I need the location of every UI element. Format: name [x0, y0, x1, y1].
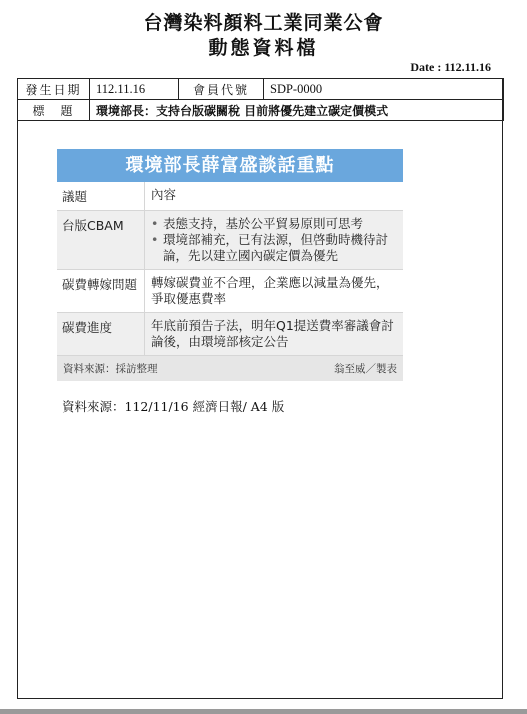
document-type-title: 動態資料檔: [208, 37, 319, 59]
column-header-topic: 議題: [57, 182, 145, 210]
bullet-text: 表態支持，基於公平貿易原則可思考: [163, 216, 364, 231]
member-code-label: 會員代號: [179, 79, 264, 100]
list-item: [151, 216, 397, 232]
meta-row-subject: [18, 100, 504, 121]
subject-label: 標 題: [18, 100, 90, 121]
list-item: [151, 232, 397, 264]
infographic-title: 環境部長薛富盛談話重點: [57, 149, 403, 182]
bullet-icon: •: [151, 232, 159, 247]
date-label: 發生日期: [18, 79, 90, 100]
row-content: [145, 211, 403, 269]
infographic-header-row: [57, 182, 403, 211]
bullet-icon: •: [151, 216, 159, 231]
page-bottom-divider: [0, 709, 527, 714]
table-row: [57, 211, 403, 270]
column-header-content: 內容: [151, 187, 177, 202]
meta-table: [17, 78, 504, 121]
association-name: 台灣染料顏料工業同業公會: [143, 12, 384, 34]
meta-row-date: [18, 79, 504, 100]
row-content: 轉嫁碳費並不合理，企業應以減量為優先，爭取優惠費率: [151, 275, 389, 306]
row-topic: 台版CBAM: [57, 211, 145, 269]
table-row: [57, 313, 403, 356]
document-date: Date : 112.11.16: [410, 60, 491, 74]
row-content: 年底前預告子法，明年Q1提送費率審議會討論後，由環境部核定公告: [151, 318, 394, 349]
row-topic: 碳費進度: [57, 313, 145, 355]
infographic-credit: 翁至威／製表: [334, 363, 397, 375]
infographic: [57, 149, 403, 381]
member-code-value: SDP-0000: [264, 79, 504, 100]
source-line: 資料來源：112/11/16 經濟日報/ A4 版: [62, 399, 285, 414]
date-value: 112.11.16: [90, 79, 179, 100]
row-topic: 碳費轉嫁問題: [57, 270, 145, 312]
subject-value: 環境部長：支持台版碳關稅 目前將優先建立碳定價模式: [90, 100, 504, 121]
table-row: [57, 270, 403, 313]
infographic-footer: [57, 356, 403, 381]
bullet-text: 環境部補充，已有法源，但啓動時機待討論，先以建立國內碳定價為優先: [163, 232, 389, 263]
infographic-source: 資料來源：採訪整理: [63, 363, 158, 375]
